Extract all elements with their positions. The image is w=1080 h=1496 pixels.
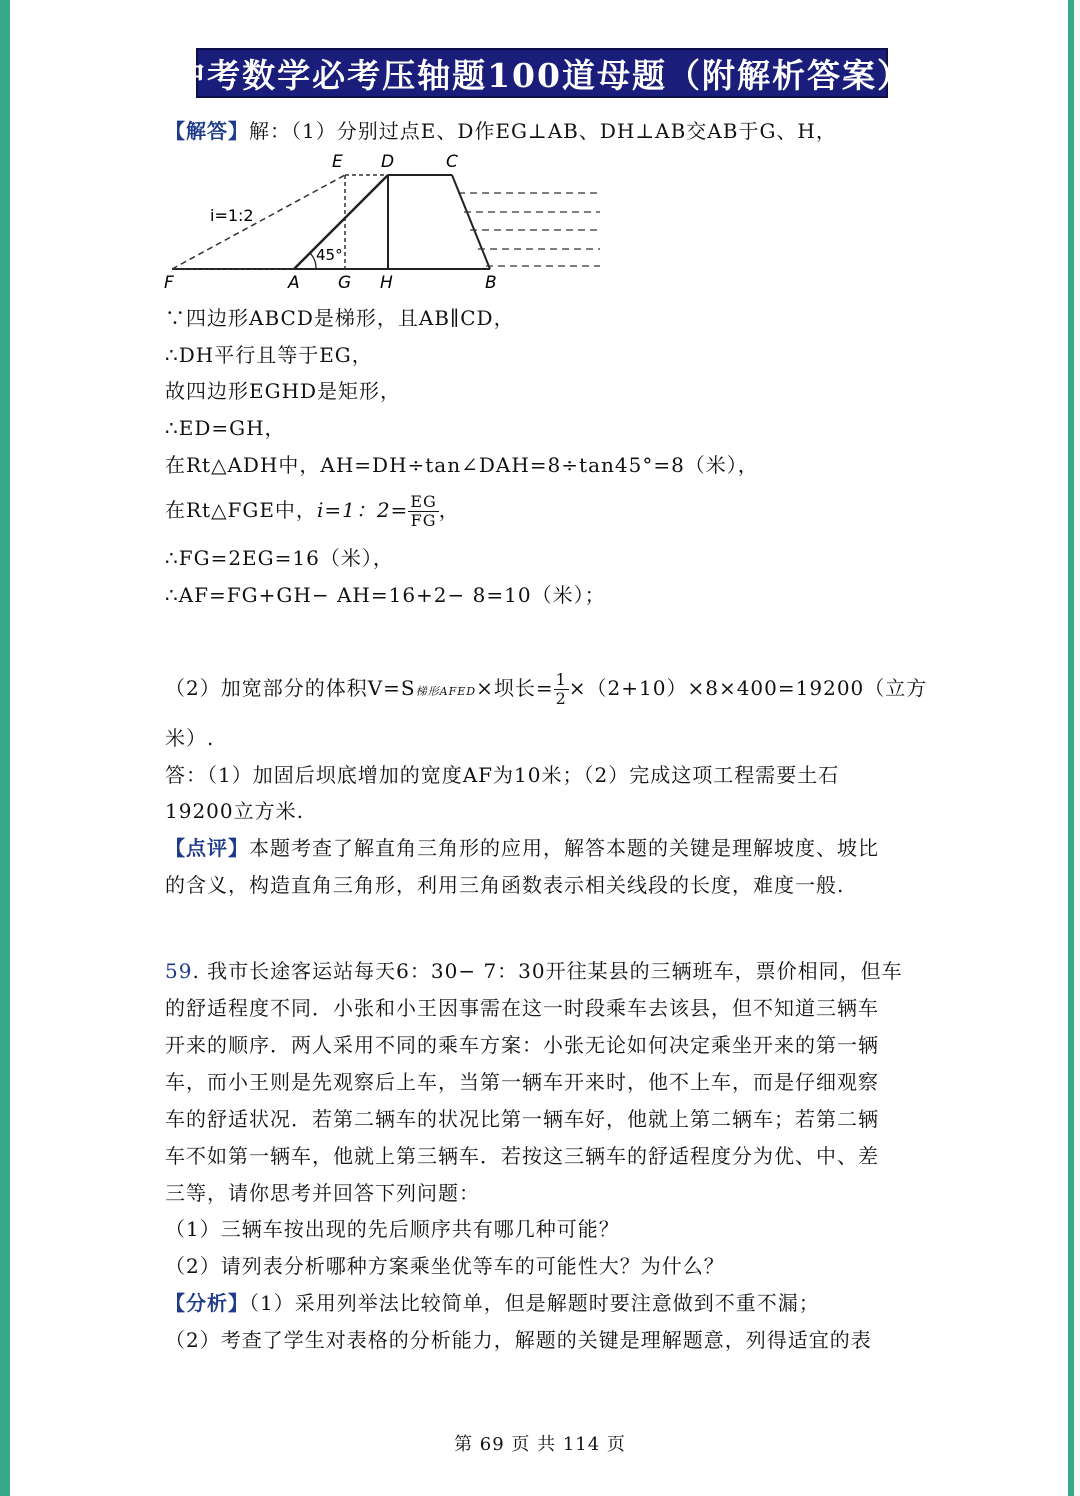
fraction-one-half (554, 671, 569, 708)
answer-intro-line (165, 117, 837, 145)
part2-subscript: 梯形AFED (415, 685, 477, 698)
review-text-1: 本题考查了解直角三角形的应用，解答本题的关键是理解坡度、坡比 (249, 836, 879, 860)
label-a: A (288, 273, 300, 293)
review-line-2: 的含义，构造直角三角形，利用三角函数表示相关线段的长度，难度一般. (165, 873, 845, 897)
problem-number: 59 (165, 959, 193, 983)
part2-c: ×（2+10）×8×400=19200（立方 (568, 676, 928, 700)
step-4: ∴ED=GH， (165, 416, 286, 440)
label-e: E (332, 152, 343, 172)
angle-label: 45° (316, 246, 343, 264)
page-margin-right (1074, 0, 1080, 1496)
problem-59-line-2: 的舒适程度不同．小张和小王因事需在这一时段乘车去该县，但不知道三辆车 (165, 996, 879, 1020)
step-7: ∴FG=2EG=16（米）， (165, 546, 394, 570)
label-d: D (381, 152, 395, 172)
problem-59-line-3: 开来的顺序．两人采用不同的乘车方案：小张无论如何决定乘坐开来的第一辆 (165, 1033, 879, 1057)
problem-59-line-1 (165, 957, 903, 985)
analysis-line-1 (165, 1289, 820, 1317)
step-3: 故四边形EGHD是矩形， (165, 379, 402, 403)
side-cb (452, 175, 490, 269)
question-1: （1）三辆车按出现的先后顺序共有哪几种可能？ (165, 1217, 620, 1241)
answer-tag: 【解答】 (165, 119, 249, 143)
problem-59-line-5: 车的舒适状况．若第二辆车的状况比第一辆车好，他就上第二辆车；若第二辆 (165, 1107, 879, 1131)
label-f: F (164, 273, 174, 293)
part2-a: （2）加宽部分的体积V=S (165, 676, 416, 700)
step-6-suffix: ， (438, 498, 460, 522)
problem-59-line-4: 车，而小王则是先观察后上车，当第一辆车开来时，他不上车，而是仔细观察 (165, 1070, 879, 1094)
step-6 (165, 488, 460, 532)
question-2: （2）请列表分析哪种方案乘坐优等车的可能性大？为什么？ (165, 1254, 725, 1278)
step-5: 在Rt△ADH中，AH=DH÷tan∠DAH=8÷tan45°=8（米）， (165, 453, 759, 477)
label-b: B (485, 273, 497, 293)
trapezoid-dam-figure (160, 148, 610, 298)
review-line-1 (165, 834, 879, 862)
fraction-numerator: EG (410, 492, 437, 511)
problem-59-text-1: . 我市长途客运站每天6：30− 7：30开往某县的三辆班车，票价相同，但车 (192, 959, 903, 983)
problem-59-line-6: 车不如第一辆车，他就上第三辆车．若按这三辆车的舒适程度分为优、中、差 (165, 1144, 879, 1168)
fraction-eg-fg (408, 493, 438, 530)
final-answer-1: 答：（1）加固后坝底增加的宽度AF为10米；（2）完成这项工程需要土石 (165, 763, 840, 787)
part2-b: ×坝长= (476, 676, 554, 700)
label-g: G (338, 273, 352, 293)
problem-59-line-7: 三等，请你思考并回答下列问题： (165, 1181, 480, 1205)
part2-line (165, 665, 927, 715)
analysis-line-2: （2）考查了学生对表格的分析能力，解题的关键是理解题意，列得适宜的表 (165, 1328, 872, 1352)
analysis-text-1: （1）采用列举法比较简单，但是解题时要注意做到不重不漏； (249, 1291, 820, 1315)
slope-ratio-label: i=1:2 (210, 206, 254, 225)
step-1: ∵四边形ABCD是梯形，且AB∥CD， (165, 306, 515, 330)
step-6-mid: i=1：2= (316, 498, 409, 522)
step-2: ∴DH平行且等于EG， (165, 343, 373, 367)
review-tag: 【点评】 (165, 836, 249, 860)
answer-intro: 解：（1）分别过点E、D作EG⊥AB、DH⊥AB交AB于G、H， (249, 119, 837, 143)
page-border-left (0, 0, 10, 1496)
banner-title: 中考数学必考压轴题100道母题（附解析答案） (196, 48, 888, 98)
half-denominator: 2 (555, 689, 567, 708)
label-c: C (446, 152, 458, 172)
analysis-tag: 【分析】 (165, 1291, 249, 1315)
final-answer-2: 19200立方米. (165, 799, 304, 823)
half-numerator: 1 (555, 670, 567, 689)
page-footer: 第 69 页 共 114 页 (454, 1434, 626, 1455)
step-8: ∴AF=FG+GH− AH=16+2− 8=10（米）； (165, 583, 606, 607)
step-6-prefix: 在Rt△FGE中， (165, 498, 317, 522)
fraction-denominator: FG (410, 511, 437, 530)
part2-d: 米）. (165, 726, 215, 750)
label-h: H (380, 273, 393, 293)
